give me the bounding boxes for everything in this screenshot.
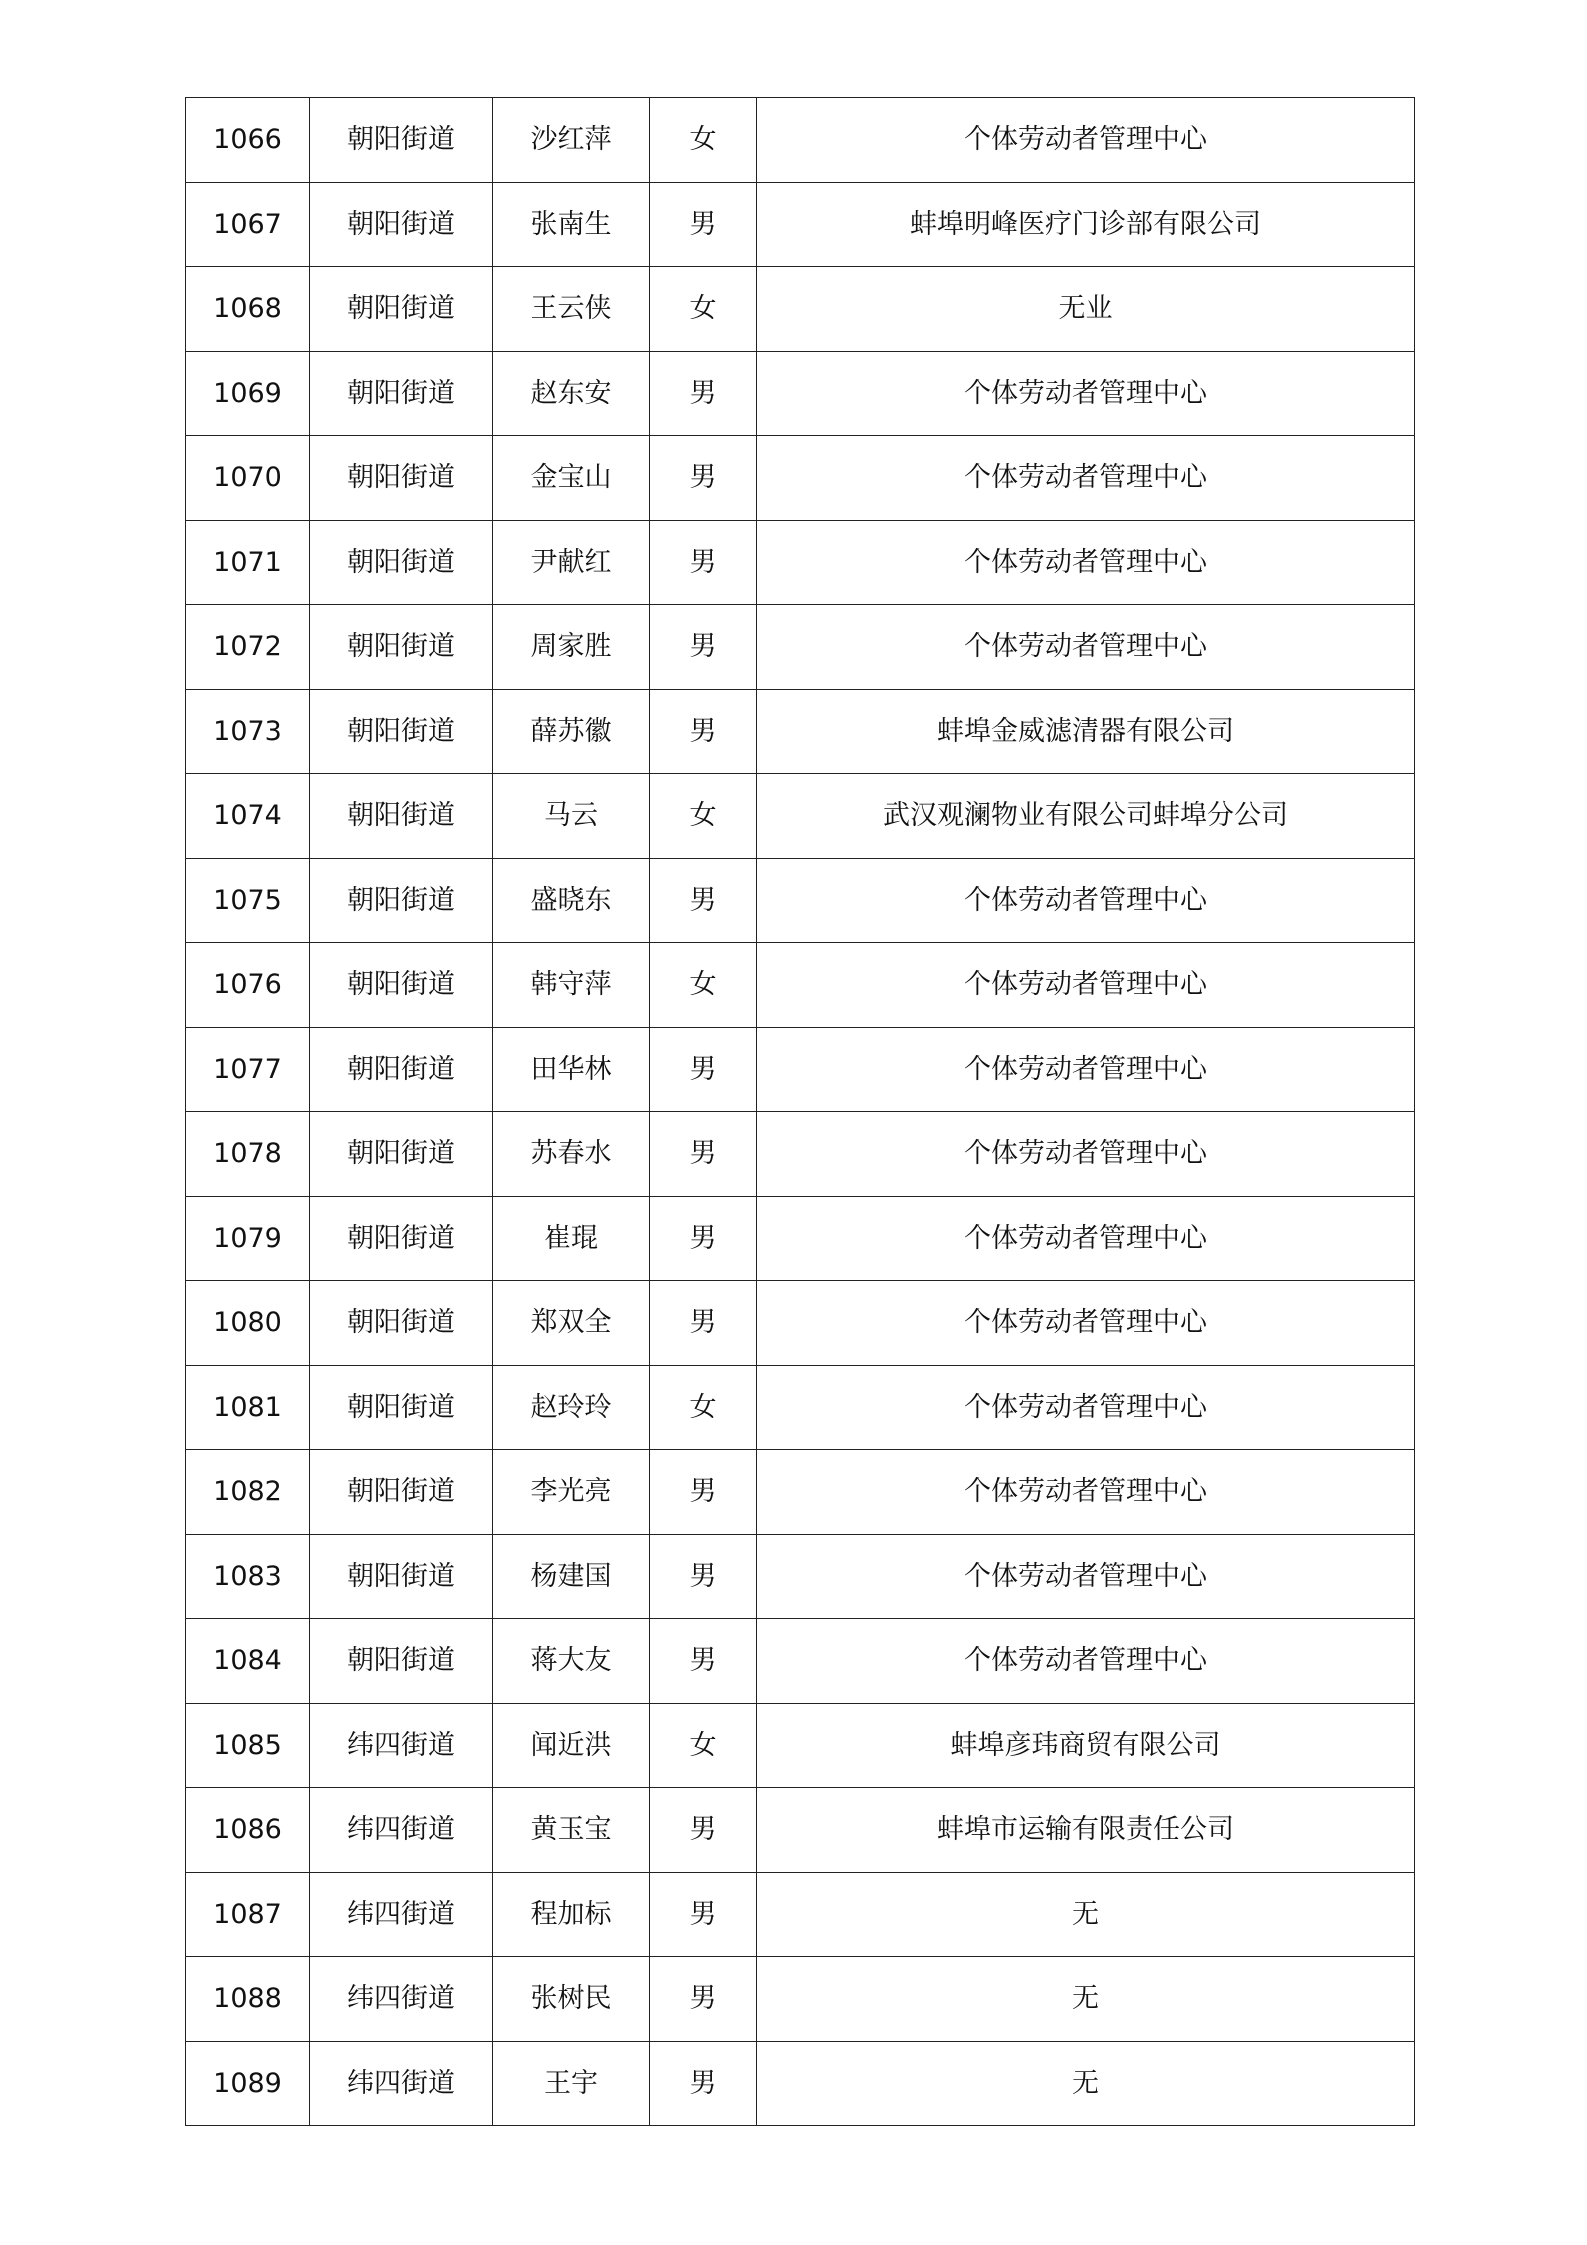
row-number-cell: 1084	[186, 1619, 310, 1704]
table-row	[186, 98, 1415, 183]
row-number-cell: 1088	[186, 1957, 310, 2042]
gender-cell: 女	[650, 774, 757, 859]
table-row	[186, 774, 1415, 859]
roster-table	[185, 97, 1415, 2126]
name-cell: 马云	[493, 774, 650, 859]
employer-cell: 个体劳动者管理中心	[757, 1619, 1415, 1704]
name-cell: 赵玲玲	[493, 1365, 650, 1450]
name-cell: 张树民	[493, 1957, 650, 2042]
name-cell: 金宝山	[493, 436, 650, 521]
roster-table-body	[186, 98, 1415, 2126]
gender-cell: 男	[650, 1450, 757, 1535]
street-cell: 朝阳街道	[310, 1281, 493, 1366]
gender-cell: 女	[650, 1365, 757, 1450]
table-row	[186, 1027, 1415, 1112]
table-row	[186, 1619, 1415, 1704]
name-cell: 张南生	[493, 182, 650, 267]
gender-cell: 男	[650, 858, 757, 943]
table-row	[186, 1365, 1415, 1450]
table-row	[186, 267, 1415, 352]
table-row	[186, 1534, 1415, 1619]
street-cell: 朝阳街道	[310, 605, 493, 690]
name-cell: 苏春水	[493, 1112, 650, 1197]
gender-cell: 男	[650, 1619, 757, 1704]
employer-cell: 个体劳动者管理中心	[757, 436, 1415, 521]
table-row	[186, 1450, 1415, 1535]
employer-cell: 蚌埠市运输有限责任公司	[757, 1788, 1415, 1873]
row-number-cell: 1082	[186, 1450, 310, 1535]
table-row	[186, 2041, 1415, 2126]
street-cell: 朝阳街道	[310, 520, 493, 605]
gender-cell: 女	[650, 1703, 757, 1788]
row-number-cell: 1077	[186, 1027, 310, 1112]
name-cell: 薛苏徽	[493, 689, 650, 774]
street-cell: 纬四街道	[310, 2041, 493, 2126]
gender-cell: 男	[650, 1957, 757, 2042]
gender-cell: 男	[650, 1281, 757, 1366]
table-row	[186, 943, 1415, 1028]
employer-cell: 个体劳动者管理中心	[757, 1281, 1415, 1366]
gender-cell: 男	[650, 351, 757, 436]
employer-cell: 无	[757, 1872, 1415, 1957]
street-cell: 纬四街道	[310, 1957, 493, 2042]
employer-cell: 无业	[757, 267, 1415, 352]
row-number-cell: 1089	[186, 2041, 310, 2126]
name-cell: 沙红萍	[493, 98, 650, 183]
table-row	[186, 605, 1415, 690]
row-number-cell: 1087	[186, 1872, 310, 1957]
name-cell: 李光亮	[493, 1450, 650, 1535]
street-cell: 朝阳街道	[310, 351, 493, 436]
row-number-cell: 1068	[186, 267, 310, 352]
row-number-cell: 1083	[186, 1534, 310, 1619]
name-cell: 尹献红	[493, 520, 650, 605]
employer-cell: 个体劳动者管理中心	[757, 1027, 1415, 1112]
row-number-cell: 1066	[186, 98, 310, 183]
name-cell: 闻近洪	[493, 1703, 650, 1788]
street-cell: 朝阳街道	[310, 1450, 493, 1535]
table-row	[186, 520, 1415, 605]
name-cell: 杨建国	[493, 1534, 650, 1619]
gender-cell: 女	[650, 267, 757, 352]
gender-cell: 男	[650, 1872, 757, 1957]
table-row	[186, 182, 1415, 267]
street-cell: 纬四街道	[310, 1788, 493, 1873]
row-number-cell: 1070	[186, 436, 310, 521]
name-cell: 崔琨	[493, 1196, 650, 1281]
gender-cell: 男	[650, 182, 757, 267]
row-number-cell: 1075	[186, 858, 310, 943]
row-number-cell: 1072	[186, 605, 310, 690]
street-cell: 朝阳街道	[310, 774, 493, 859]
gender-cell: 男	[650, 605, 757, 690]
employer-cell: 个体劳动者管理中心	[757, 943, 1415, 1028]
name-cell: 黄玉宝	[493, 1788, 650, 1873]
name-cell: 郑双全	[493, 1281, 650, 1366]
street-cell: 朝阳街道	[310, 98, 493, 183]
name-cell: 赵东安	[493, 351, 650, 436]
name-cell: 蒋大友	[493, 1619, 650, 1704]
gender-cell: 男	[650, 689, 757, 774]
gender-cell: 男	[650, 1788, 757, 1873]
employer-cell: 个体劳动者管理中心	[757, 1196, 1415, 1281]
table-row	[186, 1196, 1415, 1281]
employer-cell: 武汉观澜物业有限公司蚌埠分公司	[757, 774, 1415, 859]
gender-cell: 男	[650, 1534, 757, 1619]
street-cell: 朝阳街道	[310, 1365, 493, 1450]
street-cell: 朝阳街道	[310, 1534, 493, 1619]
employer-cell: 个体劳动者管理中心	[757, 520, 1415, 605]
street-cell: 朝阳街道	[310, 182, 493, 267]
employer-cell: 个体劳动者管理中心	[757, 98, 1415, 183]
row-number-cell: 1067	[186, 182, 310, 267]
table-row	[186, 1112, 1415, 1197]
gender-cell: 男	[650, 1112, 757, 1197]
row-number-cell: 1086	[186, 1788, 310, 1873]
employer-cell: 蚌埠金威滤清器有限公司	[757, 689, 1415, 774]
employer-cell: 蚌埠明峰医疗门诊部有限公司	[757, 182, 1415, 267]
employer-cell: 个体劳动者管理中心	[757, 605, 1415, 690]
name-cell: 周家胜	[493, 605, 650, 690]
gender-cell: 男	[650, 520, 757, 605]
row-number-cell: 1069	[186, 351, 310, 436]
employer-cell: 无	[757, 2041, 1415, 2126]
table-row	[186, 351, 1415, 436]
name-cell: 程加标	[493, 1872, 650, 1957]
name-cell: 盛晓东	[493, 858, 650, 943]
table-row	[186, 1281, 1415, 1366]
row-number-cell: 1071	[186, 520, 310, 605]
street-cell: 朝阳街道	[310, 267, 493, 352]
employer-cell: 个体劳动者管理中心	[757, 858, 1415, 943]
employer-cell: 个体劳动者管理中心	[757, 1112, 1415, 1197]
name-cell: 王云侠	[493, 267, 650, 352]
street-cell: 朝阳街道	[310, 943, 493, 1028]
gender-cell: 女	[650, 98, 757, 183]
employer-cell: 蚌埠彦玮商贸有限公司	[757, 1703, 1415, 1788]
row-number-cell: 1078	[186, 1112, 310, 1197]
gender-cell: 女	[650, 943, 757, 1028]
employer-cell: 个体劳动者管理中心	[757, 1534, 1415, 1619]
table-row	[186, 689, 1415, 774]
gender-cell: 男	[650, 436, 757, 521]
table-row	[186, 1703, 1415, 1788]
street-cell: 朝阳街道	[310, 436, 493, 521]
name-cell: 王宇	[493, 2041, 650, 2126]
name-cell: 韩守萍	[493, 943, 650, 1028]
street-cell: 朝阳街道	[310, 858, 493, 943]
table-row	[186, 858, 1415, 943]
row-number-cell: 1074	[186, 774, 310, 859]
name-cell: 田华林	[493, 1027, 650, 1112]
row-number-cell: 1081	[186, 1365, 310, 1450]
table-row	[186, 436, 1415, 521]
gender-cell: 男	[650, 2041, 757, 2126]
row-number-cell: 1079	[186, 1196, 310, 1281]
table-row	[186, 1957, 1415, 2042]
row-number-cell: 1085	[186, 1703, 310, 1788]
street-cell: 朝阳街道	[310, 1196, 493, 1281]
street-cell: 朝阳街道	[310, 689, 493, 774]
street-cell: 纬四街道	[310, 1703, 493, 1788]
row-number-cell: 1080	[186, 1281, 310, 1366]
employer-cell: 无	[757, 1957, 1415, 2042]
employer-cell: 个体劳动者管理中心	[757, 351, 1415, 436]
street-cell: 朝阳街道	[310, 1112, 493, 1197]
row-number-cell: 1073	[186, 689, 310, 774]
street-cell: 纬四街道	[310, 1872, 493, 1957]
gender-cell: 男	[650, 1027, 757, 1112]
employer-cell: 个体劳动者管理中心	[757, 1365, 1415, 1450]
street-cell: 朝阳街道	[310, 1027, 493, 1112]
table-row	[186, 1788, 1415, 1873]
table-row	[186, 1872, 1415, 1957]
employer-cell: 个体劳动者管理中心	[757, 1450, 1415, 1535]
street-cell: 朝阳街道	[310, 1619, 493, 1704]
gender-cell: 男	[650, 1196, 757, 1281]
row-number-cell: 1076	[186, 943, 310, 1028]
